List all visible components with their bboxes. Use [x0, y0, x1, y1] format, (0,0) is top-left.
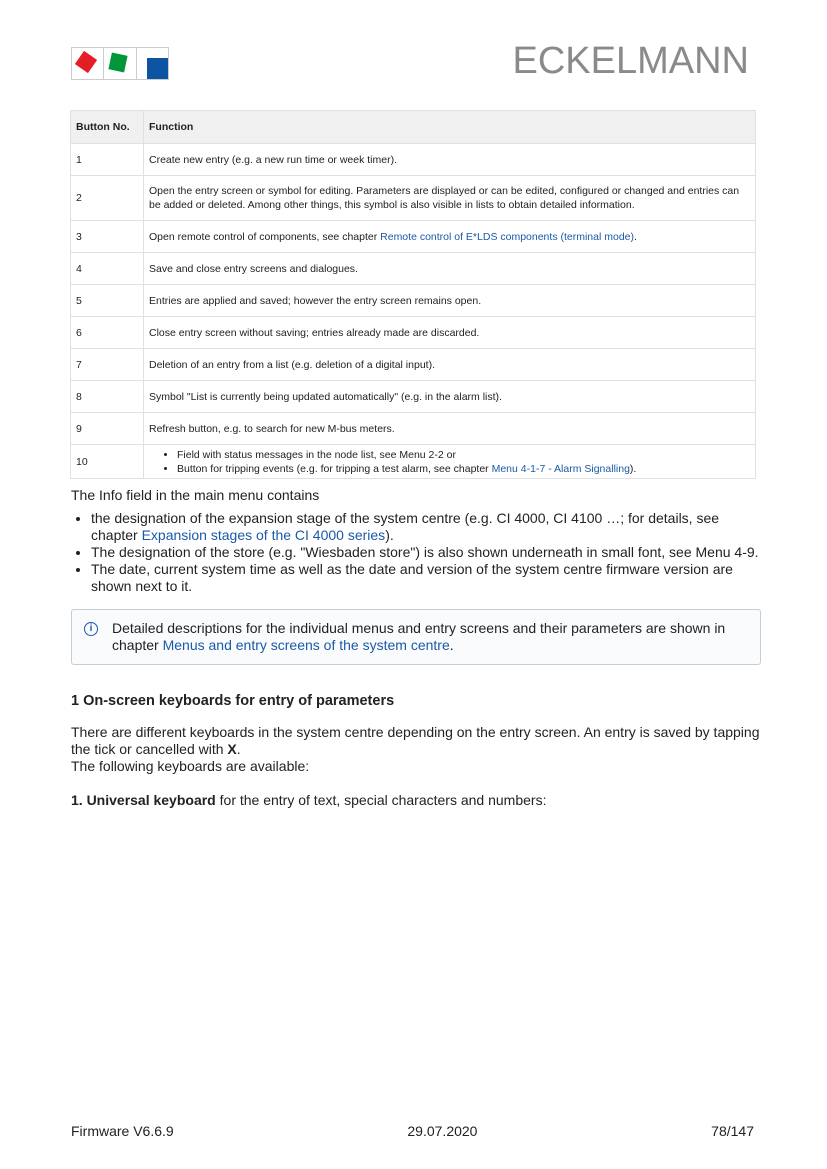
- section-heading: 1 On-screen keyboards for entry of parameters: [71, 693, 395, 709]
- table-row: 6 Close entry screen without saving; entries already made are discarded.: [71, 317, 756, 349]
- table-row: 5 Entries are applied and saved; however the entry screen remains open.: [71, 285, 756, 317]
- footer: [71, 1123, 754, 1139]
- link-alarm-signalling[interactable]: Menu 4-1-7 - Alarm Signalling: [491, 462, 630, 475]
- info-icon: i: [84, 622, 98, 636]
- info-intro: The Info field in the main menu contains: [71, 487, 320, 503]
- info-note: i Detailed descriptions for the individual menus and entry screens and their parameters are shown in chapter Menus and entry screens of the system centre.: [71, 609, 761, 665]
- table-row: 4 Save and close entry screens and dialogues.: [71, 253, 756, 285]
- link-remote-control[interactable]: Remote control of E*LDS components (terminal mode): [380, 230, 635, 243]
- header-button-no: Button No.: [71, 111, 144, 144]
- header-function: Function: [144, 111, 756, 144]
- table-row: 1 Create new entry (e.g. a new run time or week timer).: [71, 144, 756, 176]
- footer-page: 78/147: [711, 1123, 754, 1139]
- link-menus-entry-screens[interactable]: Menus and entry screens of the system centre: [162, 637, 450, 653]
- table-header-row: [71, 111, 756, 144]
- eckelmann-logo: [71, 47, 169, 80]
- table-row: 10 • Field with status messages in the node list, see Menu 2-2 or • Button for tripping events (e.g. for tripping a test alarm, see chapter Menu 4-1-7 - Alarm Signalling).: [71, 445, 756, 479]
- table-row: 8 Symbol "List is currently being updated automatically" (e.g. in the alarm list).: [71, 381, 756, 413]
- footer-version: Firmware V6.6.9: [71, 1123, 174, 1139]
- footer-date: 29.07.2020: [407, 1123, 478, 1139]
- link-expansion-stages[interactable]: Expansion stages of the CI 4000 series: [141, 527, 386, 543]
- table-row: 7 Deletion of an entry from a list (e.g. deletion of a digital input).: [71, 349, 756, 381]
- info-list: • the designation of the expansion stage of the system centre (e.g. CI 4000, CI 4100 …; for details, see chapter Expansion stages of the CI 4000 series). • The designation of the store (e.g. "Wiesbaden store") is also shown underneath in small font, see Menu 4-9. • The date, current system time as well as the date and version of the system centre firmware version are shown next to it.: [71, 510, 761, 595]
- table-row: 2 Open the entry screen or symbol for editing. Parameters are displayed or can be edited, configured or changed and entries can be added or deleted. Among other things, this symbol is also visible in lists to obtain detailed information.: [71, 176, 756, 221]
- brand-wordmark: ECKELMANN: [512, 40, 749, 82]
- table-row: 9 Refresh button, e.g. to search for new M-bus meters.: [71, 413, 756, 445]
- button-function-table: [70, 110, 756, 479]
- table-row: 3 Open remote control of components, see chapter Remote control of E*LDS components (terminal mode).: [71, 221, 756, 253]
- body-text: The Info field in the main menu contains • the designation of the expansion stage of the system centre (e.g. CI 4000, CI 4100 …; for details, see chapter Expansion stages of the CI 4000 series). • The designation of the store (e.g. "Wiesbaden store") is also shown underneath in small font, see Menu 4-9. • The date, current system time as well as the date and version of the system centre firmware version are shown next to it. i Detailed descriptions for the individual menus and entry screens and their parameters are shown in chapter Menus and entry screens of the system centre. 1 On-screen keyboards for entry of parameters There are different keyboards in the system centre depending on the entry screen. An entry is saved by tapping the tick or cancelled with X. The following keyboards are available: 1. Universal keyboard for the entry of text, special characters and numbers:: [71, 487, 761, 809]
